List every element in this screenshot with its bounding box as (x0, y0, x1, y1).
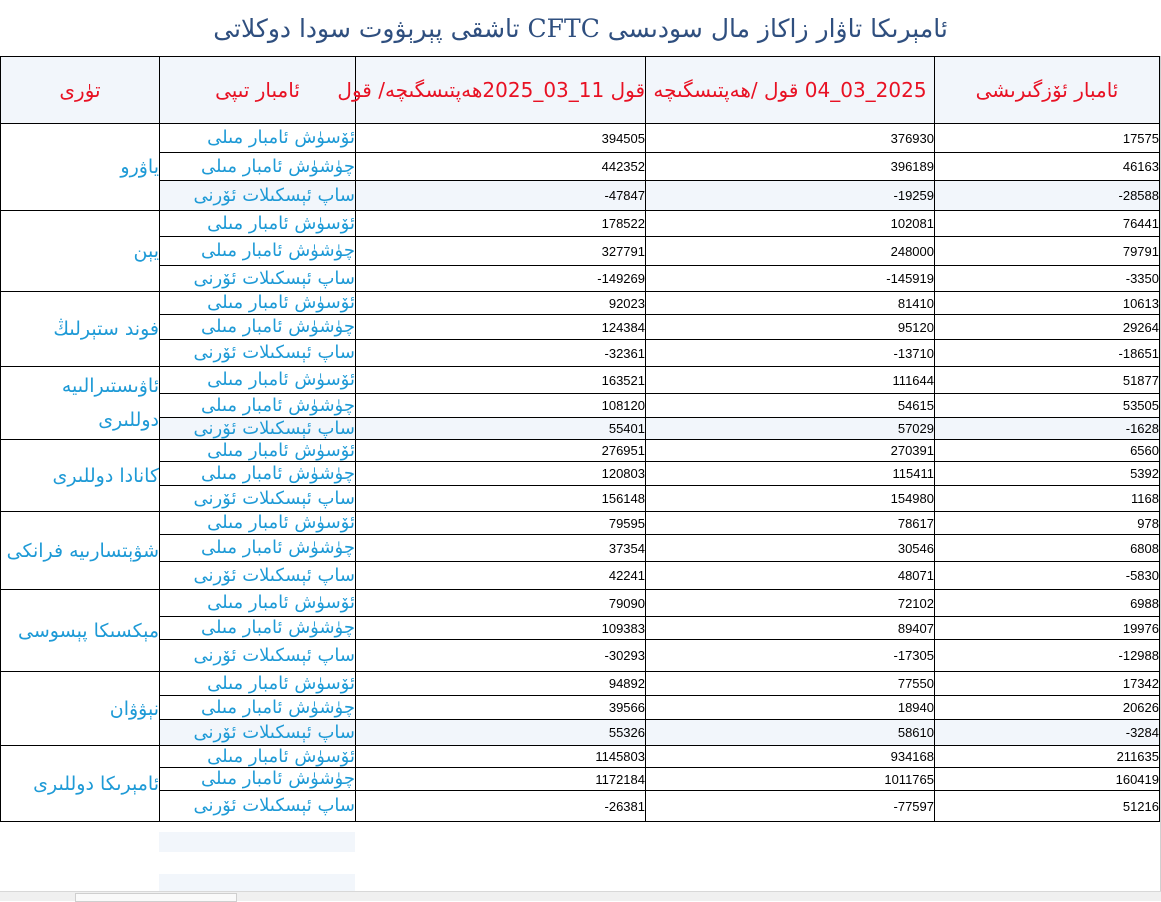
header-row (1, 57, 1160, 124)
change-value-cell[interactable]: 160419 (935, 768, 1160, 791)
current-value-cell[interactable]: 276951 (356, 440, 646, 462)
position-type-cell[interactable]: ئۆسۈش ئامبار مىلى (160, 211, 356, 237)
previous-value-cell[interactable]: 270391 (646, 440, 935, 462)
table-row (1, 562, 1160, 590)
previous-value-cell[interactable]: 48071 (646, 562, 935, 590)
cftc-position-table (0, 56, 1160, 822)
current-value-cell[interactable]: 124384 (356, 315, 646, 340)
current-value-cell[interactable]: 163521 (356, 367, 646, 394)
position-type-cell[interactable]: ساپ ئېسكىلات ئۆرنى (160, 418, 356, 440)
previous-value-cell[interactable]: 58610 (646, 720, 935, 746)
header-currency[interactable]: تۈرى (1, 57, 160, 124)
position-type-cell[interactable]: ساپ ئېسكىلات ئۆرنى (160, 640, 356, 672)
table-row (1, 672, 1160, 696)
position-type-cell[interactable]: ساپ ئېسكىلات ئۆرنى (160, 562, 356, 590)
position-type-cell[interactable]: ساپ ئېسكىلات ئۆرنى (160, 720, 356, 746)
change-value-cell[interactable]: 211635 (935, 746, 1160, 768)
change-value-cell[interactable]: -28588 (935, 181, 1160, 211)
previous-value-cell[interactable]: -17305 (646, 640, 935, 672)
current-value-cell[interactable]: 327791 (356, 237, 646, 266)
current-value-cell[interactable]: -149269 (356, 266, 646, 292)
table-row (1, 590, 1160, 617)
change-value-cell[interactable]: 6560 (935, 440, 1160, 462)
report-title: ئامېرىكا تاۋار زاكاز مال سودىسى CFTC تاشقى پېرېۋوت سودا دوكلاتى (213, 13, 948, 43)
table-row (1, 124, 1160, 153)
position-type-cell[interactable]: ئۆسۈش ئامبار مىلى (160, 292, 356, 315)
current-value-cell[interactable]: 109383 (356, 617, 646, 640)
current-value-cell[interactable]: 79595 (356, 512, 646, 535)
previous-value-cell[interactable]: 111644 (646, 367, 935, 394)
change-value-cell[interactable]: 17342 (935, 672, 1160, 696)
header-position-type[interactable]: ئامبار تىپى (160, 57, 356, 124)
position-type-cell[interactable]: چۈشۈش ئامبار مىلى (160, 617, 356, 640)
currency-cell[interactable]: نېۋۋان (1, 672, 160, 746)
currency-cell[interactable]: فوند ستېرلىڭ (1, 292, 160, 367)
position-type-cell[interactable]: چۈشۈش ئامبار مىلى (160, 768, 356, 791)
current-value-cell[interactable]: 394505 (356, 124, 646, 153)
table-row (1, 394, 1160, 418)
position-type-cell[interactable]: چۈشۈش ئامبار مىلى (160, 153, 356, 181)
change-value-cell[interactable]: 5392 (935, 462, 1160, 486)
previous-value-cell[interactable]: -13710 (646, 340, 935, 367)
table-row (1, 418, 1160, 440)
table-row (1, 640, 1160, 672)
currency-cell[interactable]: يېن (1, 211, 160, 292)
change-value-cell[interactable]: -5830 (935, 562, 1160, 590)
change-value-cell[interactable]: 53505 (935, 394, 1160, 418)
previous-value-cell[interactable]: -77597 (646, 791, 935, 822)
change-value-cell[interactable]: 978 (935, 512, 1160, 535)
change-value-cell[interactable]: 46163 (935, 153, 1160, 181)
previous-value-cell[interactable]: 115411 (646, 462, 935, 486)
position-type-cell[interactable]: چۈشۈش ئامبار مىلى (160, 394, 356, 418)
position-type-cell[interactable]: ئۆسۈش ئامبار مىلى (160, 746, 356, 768)
position-type-cell[interactable]: ساپ ئېسكىلات ئۆرنى (160, 266, 356, 292)
table-row (1, 791, 1160, 822)
currency-cell[interactable]: ياۋرو (1, 124, 160, 211)
previous-value-cell[interactable]: 30546 (646, 535, 935, 562)
table-row (1, 315, 1160, 340)
current-value-cell[interactable]: 1145803 (356, 746, 646, 768)
previous-value-cell[interactable]: 102081 (646, 211, 935, 237)
position-type-cell[interactable]: ساپ ئېسكىلات ئۆرنى (160, 340, 356, 367)
table-row (1, 720, 1160, 746)
previous-value-cell[interactable]: 78617 (646, 512, 935, 535)
previous-value-cell[interactable]: 57029 (646, 418, 935, 440)
position-type-cell[interactable]: چۈشۈش ئامبار مىلى (160, 535, 356, 562)
change-value-cell[interactable]: 51216 (935, 791, 1160, 822)
current-value-cell[interactable]: -30293 (356, 640, 646, 672)
change-value-cell[interactable]: 1168 (935, 486, 1160, 512)
currency-cell[interactable]: شۋېتسارىيە فرانكى (1, 512, 160, 590)
previous-value-cell[interactable]: 95120 (646, 315, 935, 340)
current-value-cell[interactable]: 42241 (356, 562, 646, 590)
change-value-cell[interactable]: 79791 (935, 237, 1160, 266)
table-row (1, 367, 1160, 394)
change-value-cell[interactable]: -1628 (935, 418, 1160, 440)
current-value-cell[interactable]: -47847 (356, 181, 646, 211)
position-type-cell[interactable]: ئۆسۈش ئامبار مىلى (160, 367, 356, 394)
previous-value-cell[interactable]: 248000 (646, 237, 935, 266)
position-type-cell[interactable]: ساپ ئېسكىلات ئۆرنى (160, 486, 356, 512)
table-row (1, 340, 1160, 367)
table-row (1, 237, 1160, 266)
table-row (1, 535, 1160, 562)
header-week-current[interactable]: قول 11_03_2025ھەپتىسگىچە/ قول (356, 57, 646, 124)
position-type-cell[interactable]: چۈشۈش ئامبار مىلى (160, 696, 356, 720)
position-type-cell[interactable]: چۈشۈش ئامبار مىلى (160, 237, 356, 266)
change-value-cell[interactable]: 6808 (935, 535, 1160, 562)
current-value-cell[interactable]: 156148 (356, 486, 646, 512)
previous-value-cell[interactable]: 376930 (646, 124, 935, 153)
position-type-cell[interactable]: چۈشۈش ئامبار مىلى (160, 462, 356, 486)
previous-value-cell[interactable]: 81410 (646, 292, 935, 315)
horizontal-scrollbar-thumb[interactable] (75, 893, 237, 902)
current-value-cell[interactable]: 1172184 (356, 768, 646, 791)
current-value-cell[interactable]: 94892 (356, 672, 646, 696)
change-value-cell[interactable]: -3284 (935, 720, 1160, 746)
table-row (1, 440, 1160, 462)
previous-value-cell[interactable]: 89407 (646, 617, 935, 640)
current-value-cell[interactable]: 55326 (356, 720, 646, 746)
current-value-cell[interactable]: 178522 (356, 211, 646, 237)
position-type-cell[interactable]: ئۆسۈش ئامبار مىلى (160, 440, 356, 462)
previous-value-cell[interactable]: 396189 (646, 153, 935, 181)
position-type-cell[interactable]: ئۆسۈش ئامبار مىلى (160, 512, 356, 535)
previous-value-cell[interactable]: 72102 (646, 590, 935, 617)
table-row (1, 153, 1160, 181)
current-value-cell[interactable]: -32361 (356, 340, 646, 367)
header-change[interactable]: ئامبار ئۆزگىرىشى (935, 57, 1160, 124)
change-value-cell[interactable]: -18651 (935, 340, 1160, 367)
previous-value-cell[interactable]: 154980 (646, 486, 935, 512)
current-value-cell[interactable]: 92023 (356, 292, 646, 315)
table-row (1, 617, 1160, 640)
previous-value-cell[interactable]: 934168 (646, 746, 935, 768)
table-row (1, 292, 1160, 315)
position-type-cell[interactable]: ساپ ئېسكىلات ئۆرنى (160, 181, 356, 211)
currency-cell[interactable]: كانادا دوللىرى (1, 440, 160, 512)
currency-cell[interactable]: ئاۋىستىرالىيە دوللىرى (1, 367, 160, 440)
table-row (1, 462, 1160, 486)
current-value-cell[interactable]: 37354 (356, 535, 646, 562)
currency-cell[interactable]: ئامېرىكا دوللىرى (1, 746, 160, 822)
change-value-cell[interactable]: 10613 (935, 292, 1160, 315)
empty-cell-fill (159, 832, 355, 852)
change-value-cell[interactable]: 20626 (935, 696, 1160, 720)
change-value-cell[interactable]: 17575 (935, 124, 1160, 153)
current-value-cell[interactable]: 79090 (356, 590, 646, 617)
previous-value-cell[interactable]: -145919 (646, 266, 935, 292)
previous-value-cell[interactable]: 54615 (646, 394, 935, 418)
table-row (1, 266, 1160, 292)
current-value-cell[interactable]: -26381 (356, 791, 646, 822)
table-row (1, 211, 1160, 237)
previous-value-cell[interactable]: 77550 (646, 672, 935, 696)
table-row (1, 486, 1160, 512)
previous-value-cell[interactable]: 18940 (646, 696, 935, 720)
currency-cell[interactable]: مېكسىكا پېسوسى (1, 590, 160, 672)
change-value-cell[interactable]: 51877 (935, 367, 1160, 394)
current-value-cell[interactable]: 108120 (356, 394, 646, 418)
table-row (1, 181, 1160, 211)
current-value-cell[interactable]: 39566 (356, 696, 646, 720)
change-value-cell[interactable]: 76441 (935, 211, 1160, 237)
position-type-cell[interactable]: ساپ ئېسكىلات ئۆرنى (160, 791, 356, 822)
previous-value-cell[interactable]: 1011765 (646, 768, 935, 791)
position-type-cell[interactable]: ئۆسۈش ئامبار مىلى (160, 124, 356, 153)
table-row (1, 768, 1160, 791)
change-value-cell[interactable]: -12988 (935, 640, 1160, 672)
table-row (1, 696, 1160, 720)
table-body (1, 124, 1160, 822)
position-type-cell[interactable]: چۈشۈش ئامبار مىلى (160, 315, 356, 340)
change-value-cell[interactable]: 6988 (935, 590, 1160, 617)
header-week-previous[interactable]: 2025_03_04 قول /ھەپتىسگىچە (646, 57, 935, 124)
change-value-cell[interactable]: -3350 (935, 266, 1160, 292)
table-row (1, 512, 1160, 535)
position-type-cell[interactable]: ئۆسۈش ئامبار مىلى (160, 590, 356, 617)
current-value-cell[interactable]: 120803 (356, 462, 646, 486)
table-row (1, 746, 1160, 768)
previous-value-cell[interactable]: -19259 (646, 181, 935, 211)
position-type-cell[interactable]: ئۆسۈش ئامبار مىلى (160, 672, 356, 696)
current-value-cell[interactable]: 55401 (356, 418, 646, 440)
change-value-cell[interactable]: 19976 (935, 617, 1160, 640)
change-value-cell[interactable]: 29264 (935, 315, 1160, 340)
current-value-cell[interactable]: 442352 (356, 153, 646, 181)
empty-cell-fill (159, 874, 355, 892)
